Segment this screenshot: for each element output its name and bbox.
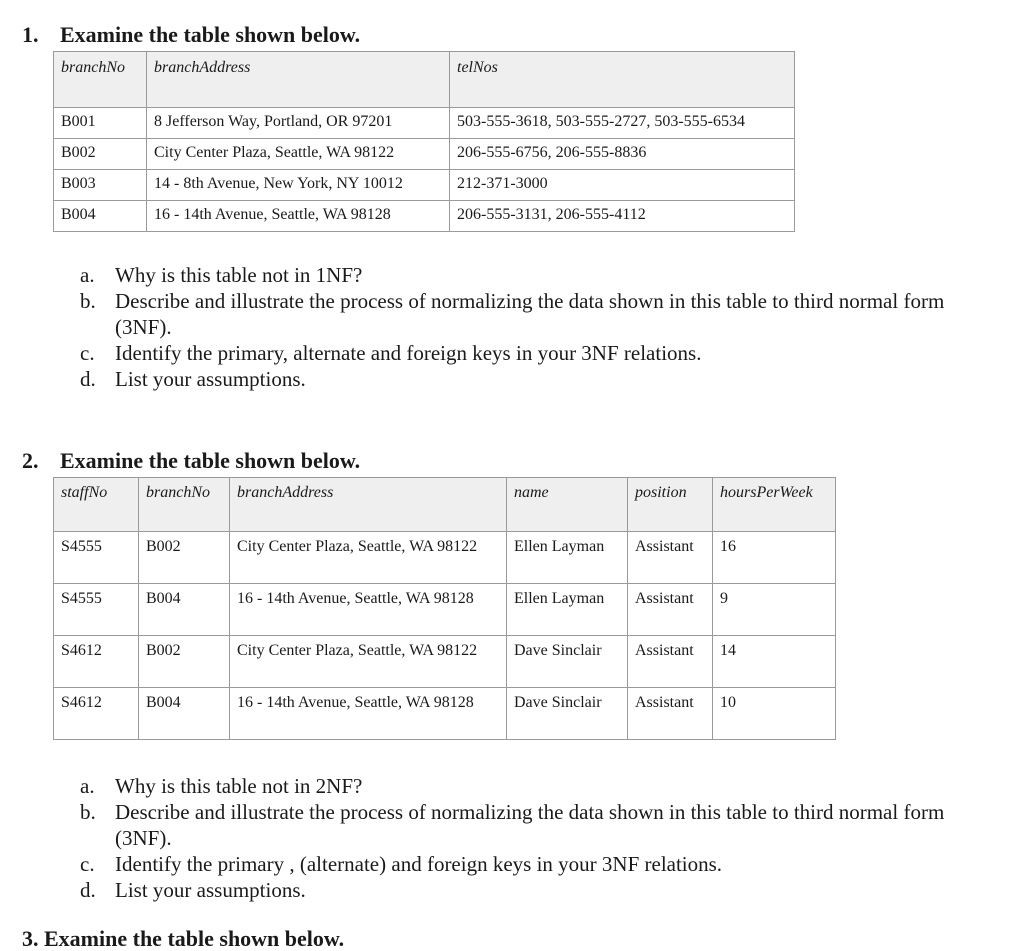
subquestion-letter: a. bbox=[80, 774, 95, 798]
table-cell: Assistant bbox=[628, 688, 713, 740]
question-2-subquestions bbox=[0, 773, 965, 903]
table-cell: Dave Sinclair bbox=[507, 636, 628, 688]
subquestion-text: Describe and illustrate the process of normalizing the data shown in this table to third normal form (3NF). bbox=[115, 800, 945, 850]
table-cell: B003 bbox=[54, 170, 147, 201]
table-cell: S4555 bbox=[54, 584, 139, 636]
table-cell: B004 bbox=[139, 688, 230, 740]
subquestion-letter: b. bbox=[80, 289, 96, 313]
question-1-title: Examine the table shown below. bbox=[60, 22, 361, 47]
table-cell: 16 bbox=[713, 532, 836, 584]
subquestion-item bbox=[0, 262, 965, 288]
column-header: branchAddress bbox=[147, 52, 450, 108]
subquestion-text: Why is this table not in 1NF? bbox=[115, 263, 363, 287]
table-cell: 503-555-3618, 503-555-2727, 503-555-6534 bbox=[450, 108, 795, 139]
column-header: branchAddress bbox=[230, 478, 507, 532]
table-cell: Assistant bbox=[628, 584, 713, 636]
question-2-heading bbox=[22, 450, 360, 472]
table-cell: S4612 bbox=[54, 688, 139, 740]
table-cell: B002 bbox=[139, 636, 230, 688]
table-row bbox=[54, 108, 795, 139]
staff-branch-table bbox=[53, 477, 836, 740]
subquestion-text: List your assumptions. bbox=[115, 367, 306, 391]
table-cell: B002 bbox=[54, 139, 147, 170]
table-cell: 14 - 8th Avenue, New York, NY 10012 bbox=[147, 170, 450, 201]
table-cell: 16 - 14th Avenue, Seattle, WA 98128 bbox=[147, 201, 450, 232]
table-cell: S4555 bbox=[54, 532, 139, 584]
column-header: hoursPerWeek bbox=[713, 478, 836, 532]
branch-telnos-table bbox=[53, 51, 795, 232]
table-cell: Ellen Layman bbox=[507, 532, 628, 584]
subquestion-item bbox=[0, 288, 965, 340]
subquestion-letter: a. bbox=[80, 263, 95, 287]
table-cell: 206-555-6756, 206-555-8836 bbox=[450, 139, 795, 170]
question-3-heading-partial: 3. Examine the table shown below. bbox=[22, 926, 345, 951]
subquestion-item bbox=[0, 799, 965, 851]
table-cell: Assistant bbox=[628, 636, 713, 688]
subquestion-item bbox=[0, 877, 965, 903]
table-cell: 16 - 14th Avenue, Seattle, WA 98128 bbox=[230, 688, 507, 740]
question-1-subquestions bbox=[0, 262, 965, 392]
subquestion-text: Identify the primary , (alternate) and foreign keys in your 3NF relations. bbox=[115, 852, 723, 876]
question-1-number: 1. bbox=[22, 22, 39, 47]
question-2-number: 2. bbox=[22, 448, 39, 473]
table-header-row bbox=[54, 478, 836, 532]
table-header-row bbox=[54, 52, 795, 108]
table-cell: B004 bbox=[54, 201, 147, 232]
subquestion-letter: d. bbox=[80, 367, 96, 391]
subquestion-item bbox=[0, 851, 965, 877]
subquestion-text: Why is this table not in 2NF? bbox=[115, 774, 363, 798]
table-cell: B004 bbox=[139, 584, 230, 636]
subquestion-item bbox=[0, 366, 965, 392]
table-row bbox=[54, 139, 795, 170]
table-row bbox=[54, 688, 836, 740]
question-2-title: Examine the table shown below. bbox=[60, 448, 361, 473]
table-cell: 14 bbox=[713, 636, 836, 688]
table-cell: 206-555-3131, 206-555-4112 bbox=[450, 201, 795, 232]
table-row bbox=[54, 532, 836, 584]
table-row bbox=[54, 584, 836, 636]
table-cell: Dave Sinclair bbox=[507, 688, 628, 740]
table-row bbox=[54, 201, 795, 232]
table-cell: 16 - 14th Avenue, Seattle, WA 98128 bbox=[230, 584, 507, 636]
question-1-heading bbox=[22, 24, 360, 46]
column-header: branchNo bbox=[54, 52, 147, 108]
subquestion-text: Describe and illustrate the process of normalizing the data shown in this table to third normal form (3NF). bbox=[115, 289, 945, 339]
table-cell: City Center Plaza, Seattle, WA 98122 bbox=[147, 139, 450, 170]
column-header: branchNo bbox=[139, 478, 230, 532]
subquestion-text: Identify the primary, alternate and foreign keys in your 3NF relations. bbox=[115, 341, 702, 365]
subquestion-item bbox=[0, 340, 965, 366]
table-cell: B002 bbox=[139, 532, 230, 584]
subquestion-letter: c. bbox=[80, 852, 95, 876]
subquestion-letter: b. bbox=[80, 800, 96, 824]
table-cell: Assistant bbox=[628, 532, 713, 584]
table-cell: City Center Plaza, Seattle, WA 98122 bbox=[230, 636, 507, 688]
subquestion-text: List your assumptions. bbox=[115, 878, 306, 902]
table-cell: 8 Jefferson Way, Portland, OR 97201 bbox=[147, 108, 450, 139]
table-row bbox=[54, 636, 836, 688]
column-header: position bbox=[628, 478, 713, 532]
table-cell: 10 bbox=[713, 688, 836, 740]
table-cell: 212-371-3000 bbox=[450, 170, 795, 201]
column-header: telNos bbox=[450, 52, 795, 108]
table-row bbox=[54, 170, 795, 201]
column-header: staffNo bbox=[54, 478, 139, 532]
table-cell: City Center Plaza, Seattle, WA 98122 bbox=[230, 532, 507, 584]
table-cell: Ellen Layman bbox=[507, 584, 628, 636]
subquestion-letter: d. bbox=[80, 878, 96, 902]
column-header: name bbox=[507, 478, 628, 532]
subquestion-item bbox=[0, 773, 965, 799]
table-cell: 9 bbox=[713, 584, 836, 636]
table-cell: S4612 bbox=[54, 636, 139, 688]
table-cell: B001 bbox=[54, 108, 147, 139]
subquestion-letter: c. bbox=[80, 341, 95, 365]
